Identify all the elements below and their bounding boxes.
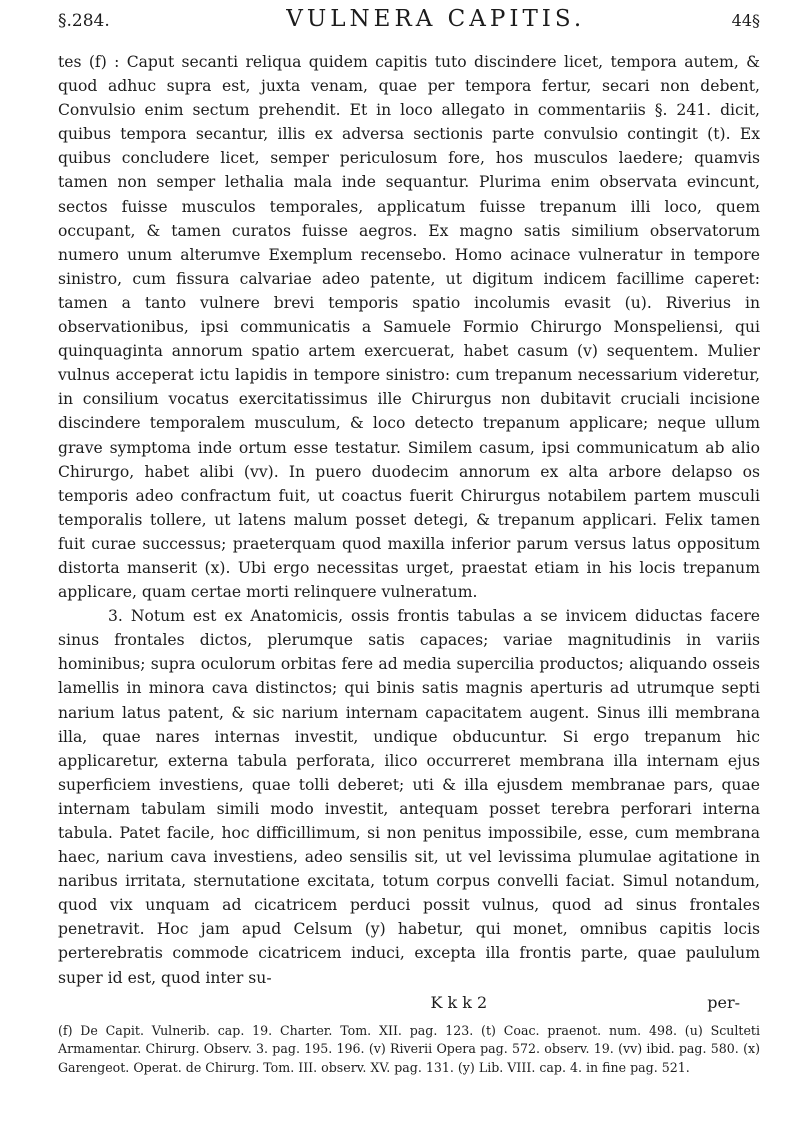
signature-mark: K k k 2 bbox=[430, 992, 488, 1012]
catchword: per- bbox=[707, 992, 740, 1012]
page-number: 44§ bbox=[731, 11, 760, 30]
footnotes bbox=[58, 1022, 760, 1078]
paragraph: tes (f) : Caput secanti reliqua quidem capitis tuto discindere licet, tempora autem, & quod adhuc supra est, juxta venam, quae per tempora fertur, secari non debent, Convulsio enim sectum prehendit. Et in loco allegato in commentariis §. 241. dicit, quibus tempora secantur, illis ex adversa sectionis parte convulsio contingit (t). Ex quibus concludere licet, semper periculosum fore, hos musculos laedere; quamvis tamen non semper lethalia mala inde sequantur. Plurima enim observata evincunt, sectos fuisse musculos temporales, applicatum fuisse trepanum illi loco, quem occupant, & tamen curatos fuisse aegros. Ex magno satis similium observatorum numero unum alterumve Exemplum recensebo. Homo acinace vulneratur in tempore sinistro, cum fissura calvariae adeo patente, ut digitum indicem facillime caperet: tamen a tanto vulnere brevi temporis spatio incolumis evasit (u). Riverius in observationibus, ipsi communicatis a Samuele Formio Chirurgo Monspeliensi, qui quinquaginta annorum spatio artem exercuerat, habet casum (v) sequentem. Mulier vulnus acceperat ictu lapidis in tempore sinistro: cum trepanum necessarium videretur, in consilium vocatus exercitatissimus ille Chirurgus non dubitavit cruciali incisione discindere temporalem musculum, & loco detecto trepanum applicare; neque ullum grave symptoma inde ortum esse testatur. Similem casum, ipsi communicatum ab alio Chirurgo, habet alibi (vv). In puero duodecim annorum ex alta arbore delapso os temporis adeo confractum fuit, ut coactus fuerit Chirurgus notabilem partem musculi temporalis tollere, ut latens malum posset detegi, & trepanum applicari. Felix tamen fuit curae successus; praeterquam quod maxilla inferior parum versus latus oppositum distorta manserit (x). Ubi ergo necessitas urget, praestat etiam in his locis trepanum applicare, quam certae morti relinquere vulneratum. bbox=[58, 53, 760, 602]
paragraph: 3. Notum est ex Anatomicis, ossis frontis tabulas a se invicem diductas facere sinus frontales dictos, plerumque satis capaces; variae magnitudinis in variis hominibus; supra oculorum orbitas fere ad media supercilia productos; aliquando osseis lamellis in minora cava distinctos; qui binis satis magnis aperturis ad utrumque septi narium latus patent, & sic narium internam capacitatem augent. Sinus illi membrana illa, quae nares internas investit, undique obducuntur. Si ergo trepanum hic applicaretur, externa tabula perforata, ilico occurreret membrana illa internam ejus superficiem investiens, quae tolli deberet; uti & illa ejusdem membranae pars, quae internam tabulam simili modo investit, antequam posset terebra perforari interna tabula. Patet facile, hoc difficillimum, si non penitus impossibile, esse, cum membrana haec, narium cava investiens, adeo sensilis sit, ut vel levissima plumulae agitatione in naribus irritata, sternutatione excitata, totum corpus convelli faciat. Simul notandum, quod vix unquam ad cicatricem perduci possit vulnus, quod ad sinus frontales penetravit. Hoc jam apud Celsum (y) habetur, qui monet, omnibus capitis locis perterebratis commode cicatricem induci, excepta illa frontis parte, quae paululum super id est, quod inter su- bbox=[58, 607, 760, 987]
section-number: §.284. bbox=[58, 11, 110, 31]
footnote-block: (f) De Capit. Vulnerib. cap. 19. Charter. Tom. XII. pag. 123. (t) Coac. praenot. num. 498. (u) Sculteti Armamentar. Chirurg. Observ. 3. pag. 195. 196. (v) Riverii Opera pag. 572. observ. 19. (vv) ibid. pag. 580. (x) Garengeot. Operat. de Chirurg. Tom. III. observ. XV. pag. 131. (y) Lib. VIII. cap. 4. in fine pag. 521. bbox=[58, 1022, 760, 1075]
running-header bbox=[58, 6, 760, 50]
body-text bbox=[58, 50, 760, 990]
signature-line bbox=[58, 992, 760, 1014]
running-title: VULNERA CAPITIS. bbox=[286, 6, 586, 32]
